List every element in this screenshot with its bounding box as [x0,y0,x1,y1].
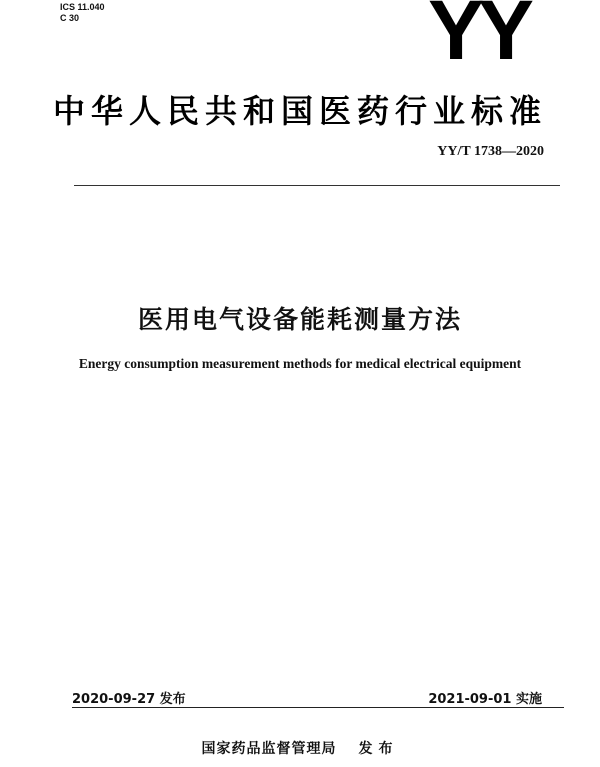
document-title-en: Energy consumption measurement methods for medical electrical equipment [78,356,522,371]
publisher-name: 国家药品监督管理局 [201,741,337,757]
top-divider [74,185,560,186]
yy-logo: YY [427,0,528,77]
bottom-divider [72,707,564,708]
document-title-cn: 医用电气设备能耗测量方法 [137,305,462,334]
publisher-line [0,738,600,758]
classification-codes [60,2,105,24]
publisher-action: 发布 [358,741,399,757]
publish-date: 2020-09-27 发布 [72,692,186,707]
ics-code: ICS 11.040 [60,2,105,12]
ccs-code: C 30 [60,13,80,23]
standard-title: 中华人民共和国医药行业标准 [52,92,547,130]
effective-date: 2021-09-01 实施 [428,692,542,707]
standard-number: YY/T 1738—2020 [437,144,544,159]
